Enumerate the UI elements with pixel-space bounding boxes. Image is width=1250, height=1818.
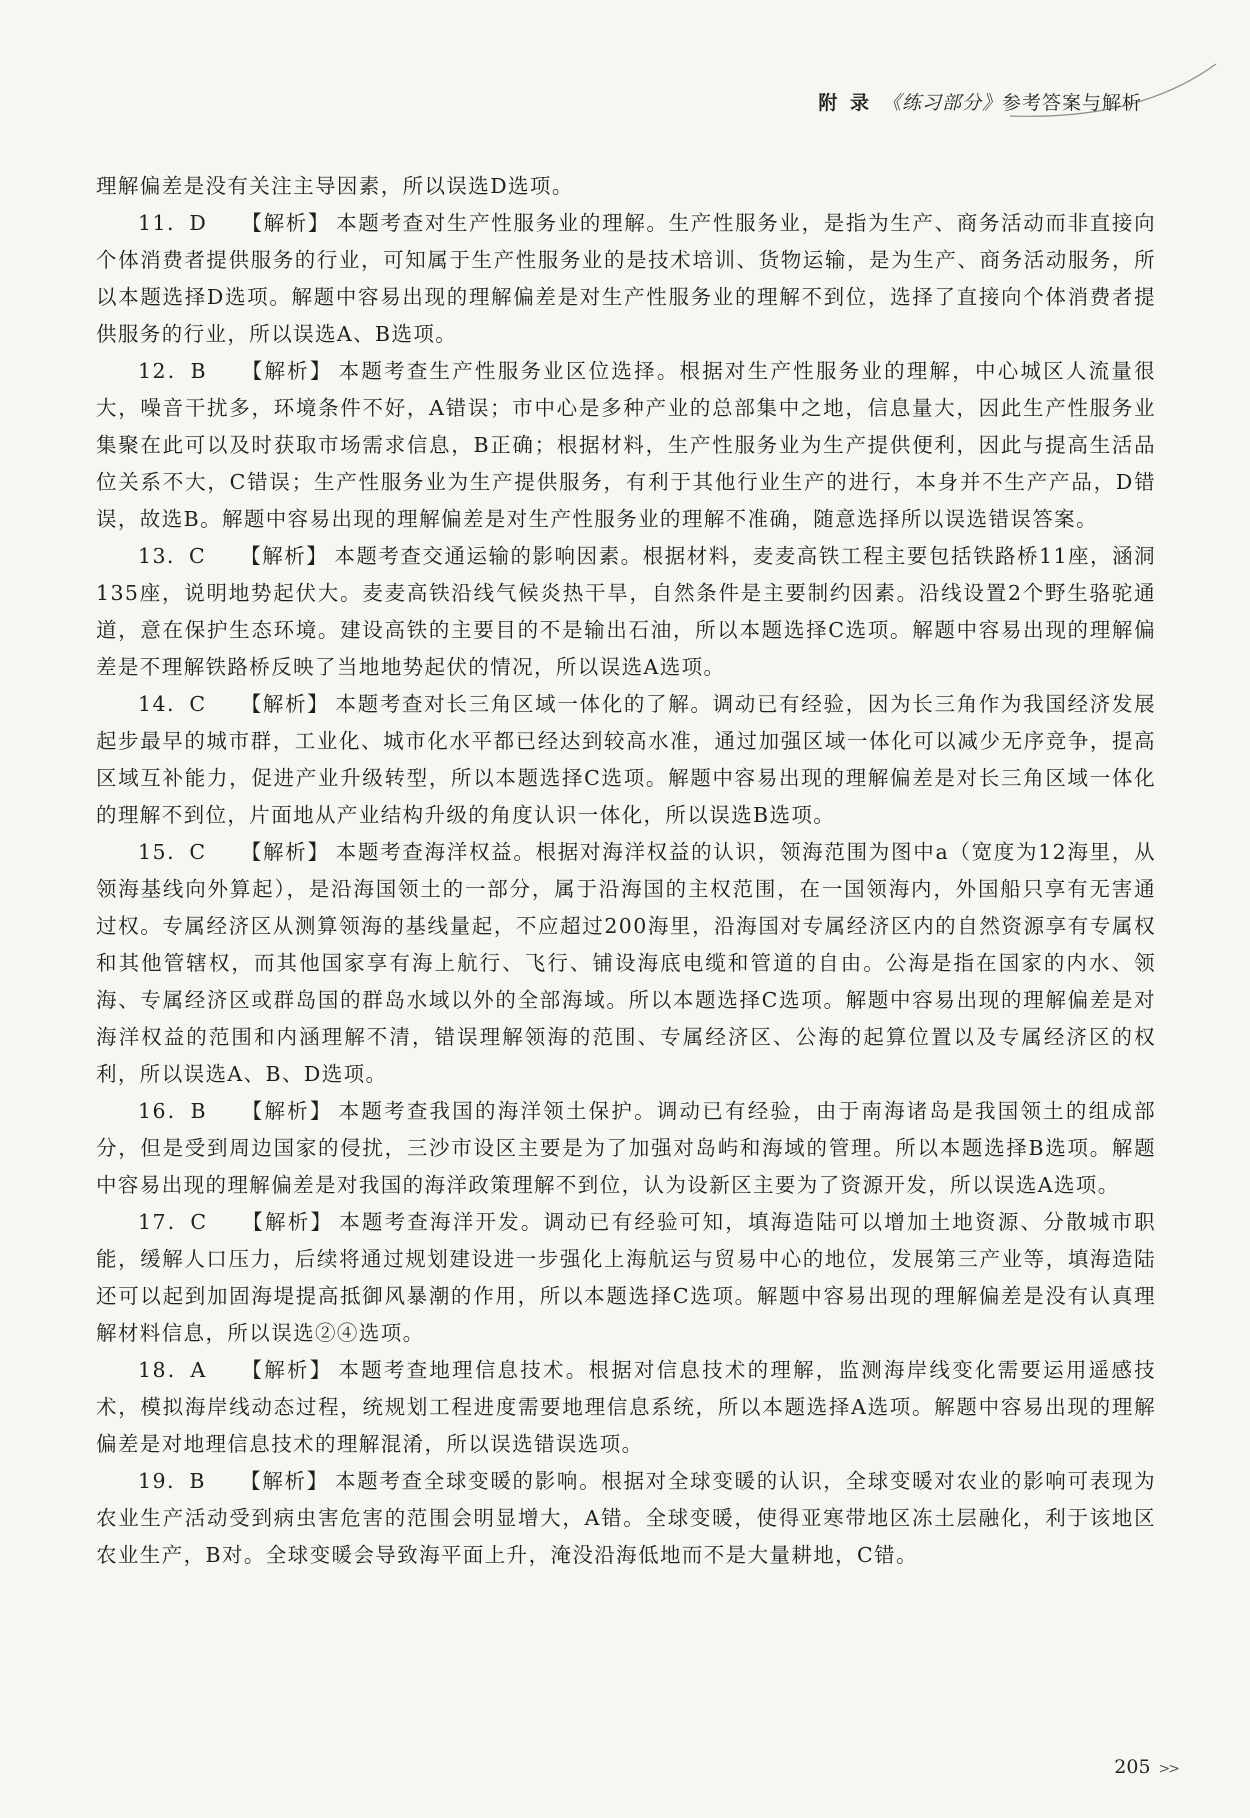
answer-item-17 [96, 1204, 1156, 1352]
analysis-tag: 【解析】 [240, 544, 329, 568]
analysis-text: 本题考查生产性服务业区位选择。根据对生产性服务业的理解，中心城区人流量很大，噪音干扰多，环境条件不好，A错误；市中心是多种产业的总部集中之地，信息量大，因此生产性服务业集聚在此可以及时获取市场需求信息，B正确；根据材料，生产性服务业为生产提供便利，因此与提高生活品位关系不大，C错误；生产性服务业为生产提供服务，有利于其他行业生产的进行，本身并不生产产品，D错误，故选B。解题中容易出现的理解偏差是对生产性服务业的理解不准确，随意选择所以误选错误答案。 [96, 359, 1156, 531]
answer-item-13 [96, 538, 1156, 686]
analysis-tag: 【解析】 [239, 1469, 329, 1493]
continued-paragraph: 理解偏差是没有关注主导因素，所以误选D选项。 [96, 174, 574, 198]
analysis-text: 本题考查海洋开发。调动已有经验可知，填海造陆可以增加土地资源、分散城市职能，缓解人口压力，后续将通过规划建设进一步强化上海航运与贸易中心的地位，发展第三产业等，填海造陆还可以起到加固海堤提高抵御风暴潮的作用，所以本题选择C选项。解题中容易出现的理解偏差是没有认真理解材料信息，所以误选②④选项。 [96, 1210, 1156, 1345]
answer-explanations [96, 168, 1156, 1574]
question-number-answer: 19．B [138, 1469, 206, 1493]
answer-item-14 [96, 686, 1156, 834]
answer-item-16 [96, 1093, 1156, 1204]
analysis-text: 本题考查地理信息技术。根据对信息技术的理解，监测海岸线变化需要运用遥感技术，模拟海岸线动态过程，统规划工程进度需要地理信息系统，所以本题选择A选项。解题中容易出现的理解偏差是对地理信息技术的理解混淆，所以误选错误选项。 [96, 1358, 1156, 1456]
analysis-text: 本题考查我国的海洋领土保护。调动已有经验，由于南海诸岛是我国领土的组成部分，但是受到周边国家的侵扰，三沙市设区主要是为了加强对岛屿和海域的管理。所以本题选择B选项。解题中容易出现的理解偏差是对我国的海洋政策理解不到位，认为设新区主要为了资源开发，所以误选A选项。 [96, 1099, 1156, 1197]
question-number-answer: 17．C [138, 1210, 208, 1234]
analysis-tag: 【解析】 [240, 840, 330, 864]
analysis-tag: 【解析】 [240, 692, 330, 716]
analysis-tag: 【解析】 [241, 211, 331, 235]
answer-item-15 [96, 834, 1156, 1093]
question-number-answer: 12．B [138, 359, 207, 383]
header-section-title: 参考答案与解析 [1001, 92, 1142, 114]
question-number-answer: 11．D [138, 211, 208, 235]
analysis-text: 本题考查对长三角区域一体化的了解。调动已有经验，因为长三角作为我国经济发展起步最早的城市群，工业化、城市化水平都已经达到较高水准，通过加强区域一体化可以减少无序竞争，提高区域互补能力，促进产业升级转型，所以本题选择C选项。解题中容易出现的理解偏差是对长三角区域一体化的理解不到位，片面地从产业结构升级的角度认识一体化，所以误选B选项。 [96, 692, 1156, 827]
page-footer [1114, 1756, 1178, 1778]
running-header [818, 88, 1142, 115]
answer-item-19 [96, 1463, 1156, 1574]
analysis-text: 本题考查全球变暖的影响。根据对全球变暖的认识，全球变暖对农业的影响可表现为农业生产活动受到病虫害危害的范围会明显增大，A错。全球变暖，使得亚寒带地区冻土层融化，利于该地区农业生产，B对。全球变暖会导致海平面上升，淹没沿海低地而不是大量耕地，C错。 [96, 1469, 1156, 1567]
question-number-answer: 16．B [138, 1099, 207, 1123]
answer-item-12 [96, 353, 1156, 538]
analysis-text: 本题考查对生产性服务业的理解。生产性服务业，是指为生产、商务活动而非直接向个体消费者提供服务的行业，可知属于生产性服务业的是技术培训、货物运输，是为生产、商务活动服务，所以本题选择D选项。解题中容易出现的理解偏差是对生产性服务业的理解不到位，选择了直接向个体消费者提供服务的行业，所以误选A、B选项。 [96, 211, 1156, 346]
analysis-text: 本题考查交通运输的影响因素。根据材料，麦麦高铁工程主要包括铁路桥11座，涵洞135座，说明地势起伏大。麦麦高铁沿线气候炎热干旱，自然条件是主要制约因素。沿线设置2个野生骆驼通道，意在保护生态环境。建设高铁的主要目的不是输出石油，所以本题选择C选项。解题中容易出现的理解偏差是不理解铁路桥反映了当地地势起伏的情况，所以误选A选项。 [96, 544, 1156, 679]
analysis-tag: 【解析】 [240, 1099, 333, 1123]
question-number-answer: 14．C [138, 692, 207, 716]
answer-item-18 [96, 1352, 1156, 1463]
question-number-answer: 18．A [138, 1358, 207, 1382]
analysis-text: 本题考查海洋权益。根据对海洋权益的认识，领海范围为图中a（宽度为12海里，从领海基线向外算起），是沿海国领土的一部分，属于沿海国的主权范围，在一国领海内，外国船只享有无害通过权。专属经济区从测算领海的基线量起，不应超过200海里，沿海国对专属经济区内的自然资源享有专属权和其他管辖权，而其他国家享有海上航行、飞行、铺设海底电缆和管道的自由。公海是指在国家的内水、领海、专属经济区或群岛国的群岛水域以外的全部海域。所以本题选择C选项。解题中容易出现的理解偏差是对海洋权益的范围和内涵理解不清，错误理解领海的范围、专属经济区、公海的起算位置以及专属经济区的权利，所以误选A、B、D选项。 [96, 840, 1156, 1086]
header-appendix-label: 附 录 [818, 92, 872, 114]
analysis-tag: 【解析】 [240, 1358, 333, 1382]
answer-item-11 [96, 205, 1156, 353]
question-number-answer: 13．C [138, 544, 207, 568]
page-number: 205 [1114, 1756, 1151, 1778]
analysis-tag: 【解析】 [240, 359, 333, 383]
question-number-answer: 15．C [138, 840, 207, 864]
analysis-tag: 【解析】 [241, 1210, 334, 1234]
header-book-title: 《练习部分》 [881, 92, 1002, 114]
next-page-arrows-icon: >> [1158, 1761, 1178, 1777]
